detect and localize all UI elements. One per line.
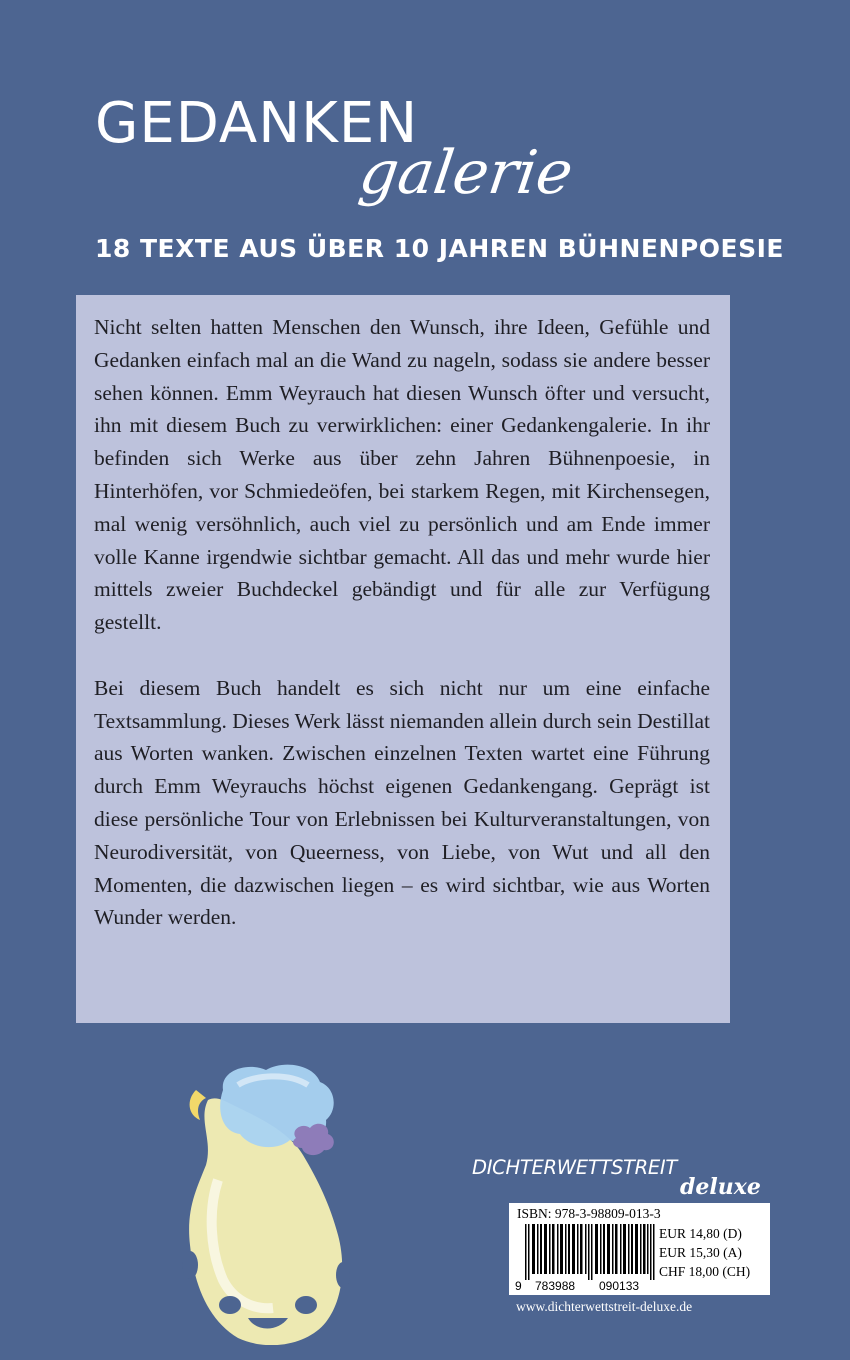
- price-germany: EUR 14,80 (D): [659, 1226, 742, 1241]
- blurb-paragraph-2: Bei diesem Buch handelt es sich nicht nur um eine einfache Textsammlung. Dieses Werk lässt niemanden allein durch sein Destillat aus Worten wanken. Zwischen einzelnen Texten wartet eine Führung durch Emm Weyrauchs höchst eigenen Gedankengang. Geprägt ist diese persönliche Tour von Erlebnissen bei Kulturveranstaltungen, von Neurodiversität, von Queerness, von Liebe, von Wut und all den Momenten, die dazwischen liegen – es wird sichtbar, wie aus Worten Wunder werden.: [94, 675, 710, 930]
- blurb-box: [76, 295, 730, 1023]
- publisher-url: www.dichterwettstreit-deluxe.de: [516, 1299, 693, 1314]
- isbn-number: ISBN: 978-3-98809-013-3: [517, 1206, 661, 1221]
- title-script: galerie: [355, 138, 578, 208]
- price-list: [659, 1224, 750, 1281]
- mascot-horn: [190, 1090, 206, 1120]
- subtitle: 18 TEXTE AUS ÜBER 10 JAHREN BÜHNENPOESIE: [95, 234, 784, 263]
- mascot-eye-right: [295, 1296, 317, 1314]
- barcode-digit-group-1: 783988: [535, 1279, 576, 1293]
- price-austria: EUR 15,30 (A): [659, 1245, 742, 1260]
- mascot-eye-left: [219, 1296, 241, 1314]
- publisher-name: DICHTERWETTSTREIT: [472, 1156, 677, 1179]
- barcode-digit-group-2: 090133: [599, 1279, 640, 1293]
- blurb-paragraph-1: Nicht selten hatten Menschen den Wunsch, ihre Ideen, Gefühle und Gedanken einfach mal an die Wand zu nageln, sodass sie andere besser sehen können. Emm Weyrauch hat diesen Wunsch öfter und versucht, ihn mit diesem Buch zu verwirklichen: einer Gedankengalerie. In ihr befinden sich Werke aus über zehn Jahren Bühnenpoesie, in Hinterhöfen, vor Schmiedeöfen, bei starkem Regen, mit Kirchensegen, mal wenig versöhnlich, auch viel zu persönlich und am Ende immer volle Kanne irgendwie sichtbar gemacht. All das und mehr wurde hier mittels zweier Buchdeckel gebändigt und für alle zur Verfügung gestellt.: [94, 315, 710, 635]
- barcode-digit-prefix: 9: [515, 1279, 522, 1293]
- barcode: [525, 1224, 655, 1280]
- publisher-name-script: deluxe: [680, 1174, 761, 1200]
- isbn-box: [509, 1203, 770, 1295]
- publisher-logo: [472, 1156, 772, 1206]
- mascot-illustration: [178, 1060, 353, 1345]
- price-switzerland: CHF 18,00 (CH): [659, 1264, 751, 1279]
- title-main: GEDANKEN: [95, 91, 419, 156]
